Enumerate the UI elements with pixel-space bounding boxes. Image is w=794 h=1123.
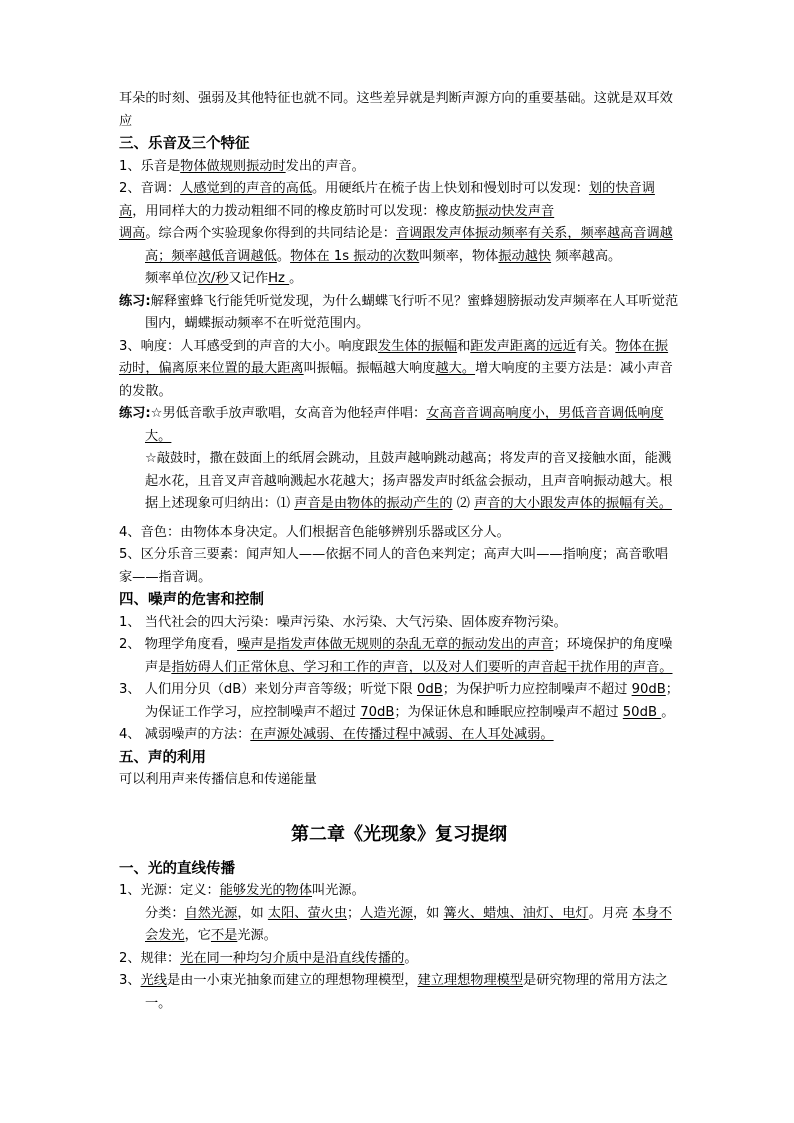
text: 有关。 [575, 338, 616, 354]
text: 3、 人们用分贝（dB）来划分声音等级；听觉下限 [119, 682, 417, 697]
text: 。用硬纸片在梳子齿上快划和慢划时可以发现： [312, 181, 589, 196]
item-timbre: 4、音色：由物体本身决定。人们根据音色能够辨别乐器或区分人。 [119, 524, 510, 540]
underlined-text: 女高音音调高响度小，男低音音调低响度大。 [145, 406, 664, 444]
item-light-law [119, 948, 679, 971]
exercise-label: 练习: [119, 406, 151, 421]
text: 又记作 [228, 271, 269, 286]
underlined-text: 越大。 [435, 361, 476, 376]
underlined-text: 物体做规则振动时 [180, 158, 286, 174]
underlined-text: 人造光源 [360, 905, 413, 921]
item-frequency-unit [119, 268, 679, 291]
exercise-2 [119, 403, 679, 448]
item-light-source-classification [119, 903, 679, 948]
text: 和 [457, 338, 471, 354]
text: ☆敲鼓时，撒在鼓面上的纸屑会跳动，且鼓声越响跳动越高；将发声的音叉接触水面，能溅起水花，且音叉声音越响溅起水花越大；扬声器发声时纸盆会振动，且声音响振动越大。根据上述现象可归纳出：⑴ [145, 451, 673, 511]
text: ，如 [412, 905, 444, 921]
exercise-1 [119, 291, 679, 336]
section-heading-use-of-sound: 五、声的利用 [119, 749, 206, 766]
text: 。综合两个实验现象你得到的共同结论是： [145, 226, 396, 241]
item-light-source [119, 880, 679, 903]
underlined-text: 本身不会发光 [145, 905, 672, 943]
text: ；为保证休息和睡眠应控制噪声不超过 [394, 704, 623, 720]
underlined-text: 90dB [631, 682, 666, 697]
section-heading-noise: 四、噪声的危害和控制 [119, 592, 264, 608]
text: 。月亮 [588, 905, 633, 921]
underlined-text: 调高 [119, 226, 146, 241]
text: ☆男低音歌手放声歌唱，女高音为他轻声伴唱： [150, 406, 427, 421]
text: 叫频率，物体 [419, 248, 499, 264]
underlined-text: 指妨碍人们正常休息、学习和工作的声音，以及对人们要听的声音起干扰作用的声音。 [171, 659, 673, 675]
text: ⑵ [452, 496, 475, 511]
text: ；环境保护的角度噪声是 [145, 637, 673, 675]
text: 频率越高。 [551, 248, 622, 264]
text: ； [347, 905, 361, 921]
item-decibel [119, 679, 679, 724]
chapter-title: 第二章《光现象》复习提纲 [291, 823, 507, 845]
text: 是研究物理的常用方法之一。 [145, 973, 669, 1011]
text: 是由一小束光抽象而建立的理想物理模型， [166, 973, 418, 988]
underlined-text: 0dB [416, 682, 443, 697]
section-heading-musical-sound: 三、乐音及三个特征 [119, 136, 250, 152]
document-page [119, 88, 679, 1015]
text: 光源。 [237, 928, 277, 943]
text: ，它 [184, 928, 211, 943]
item-three-elements: 5、区分乐音三要素：闻声知人——依据不同人的音色来判定；高声大叫——指响度；高音歌唱家——指音调。 [119, 547, 669, 585]
underlined-text: 声音的大小跟发声体的振幅有关。 [474, 496, 672, 511]
underlined-text: 太阳、萤火虫 [267, 905, 348, 921]
exercise-label: 练习: [119, 293, 151, 309]
underlined-text: 在声源处减弱、在传播过程中减弱、在人耳处减弱。 [250, 727, 554, 742]
item-pitch-continued [119, 223, 679, 268]
underlined-text: 篝火、蜡烛、油灯、电灯 [443, 905, 589, 921]
text: 发出的声音。 [285, 158, 365, 174]
text: 2、音调： [119, 181, 181, 196]
underlined-text: 划的快音调高 [119, 181, 655, 219]
underlined-text: 建立理想物理模型 [417, 973, 524, 988]
text: 。 [404, 950, 418, 966]
text: 4、 减弱噪声的方法： [119, 727, 251, 742]
text: 3、 [119, 973, 141, 988]
item-noise-reduction [119, 724, 679, 747]
text: 叫光源。 [312, 883, 365, 898]
text: 1、光源：定义： [119, 883, 220, 898]
text: 频率单位 [145, 271, 198, 286]
text: 分类： [145, 905, 185, 921]
item-light-ray [119, 970, 679, 1015]
text: 增大响度的主要方法是：减小声音的发散。 [119, 361, 673, 399]
item-pollution: 1、 当代社会的四大污染：噪声污染、水污染、大气污染、固体废弃物污染。 [119, 614, 567, 630]
text: 2、规律： [119, 950, 181, 966]
underlined-text: 光在同一种均匀介质中是沿直线传播的 [180, 950, 405, 966]
section-heading-light-propagation: 一、光的直线传播 [119, 860, 235, 877]
underlined-text: 人感觉到的声音的高低 [180, 181, 313, 196]
text: ，用同样大的力拨动粗细不同的橡皮筋时可以发现：橡皮筋 [132, 203, 476, 219]
underlined-text: 能够发光的物体 [219, 883, 313, 898]
underlined-text: 振动快发声音 [475, 203, 555, 219]
intro-text: 耳朵的时刻、强弱及其他特征也就不同。这些差异就是判断声源方向的重要基础。这就是双耳效应 [119, 91, 673, 129]
text: 。 [289, 271, 303, 286]
item-pitch [119, 178, 679, 223]
intro-paragraph [119, 88, 679, 133]
underlined-text: 噪声是指发声体做无规则的杂乱无章的振动发出的声音 [237, 637, 554, 652]
text: 1、乐音是 [119, 158, 181, 174]
underlined-text: 声音是由物体的振动产生的 [294, 496, 453, 511]
item-noise-definition [119, 634, 679, 679]
text: ，如 [237, 905, 268, 921]
text: ；为保证工作学习，应控制噪声不超过 [145, 682, 679, 720]
underlined-text: Hz [268, 271, 290, 286]
underlined-text: 振动越快 [498, 248, 552, 264]
underlined-text: 自然光源 [184, 905, 238, 921]
text: 2、 物理学角度看， [119, 637, 238, 652]
text: 。 [661, 704, 675, 720]
underlined-text: 发生体的振幅 [377, 338, 458, 354]
underlined-text: 不是 [210, 928, 238, 943]
underlined-text: 距发声距离的远近 [470, 338, 576, 354]
text: ；为保护听力应控制噪声不超过 [442, 682, 632, 697]
text: 解释蜜蜂飞行能凭听觉发现，为什么蝴蝶飞行听不见？蜜蜂翅膀振动发声频率在人耳听觉范围内，蝴蝶振动频率不在听觉范围内。 [145, 293, 679, 331]
item-musical-sound [119, 156, 679, 179]
text: 3、响度：人耳感受到的声音的大小。响度跟 [119, 338, 378, 354]
exercise-3 [119, 448, 679, 516]
item-loudness [119, 336, 679, 404]
underlined-text: 音调跟发声体振动频率有关系，频率越高音调越高；频率越低音调越低 [145, 226, 673, 264]
underlined-text: 光线 [140, 973, 167, 988]
use-of-sound-text: 可以利用声来传播信息和传递能量 [119, 772, 317, 787]
underlined-text: 50dB [622, 704, 662, 720]
underlined-text: 物体在 1s 振动的次数 [290, 248, 420, 264]
underlined-text: 次/秒 [197, 271, 229, 286]
text: 叫振幅。振幅越大响度 [303, 361, 436, 376]
underlined-text: 70dB [360, 704, 395, 720]
underlined-text: 物体在振动时，偏离原来位置的最大距离 [119, 338, 669, 376]
text: 。 [276, 248, 291, 264]
